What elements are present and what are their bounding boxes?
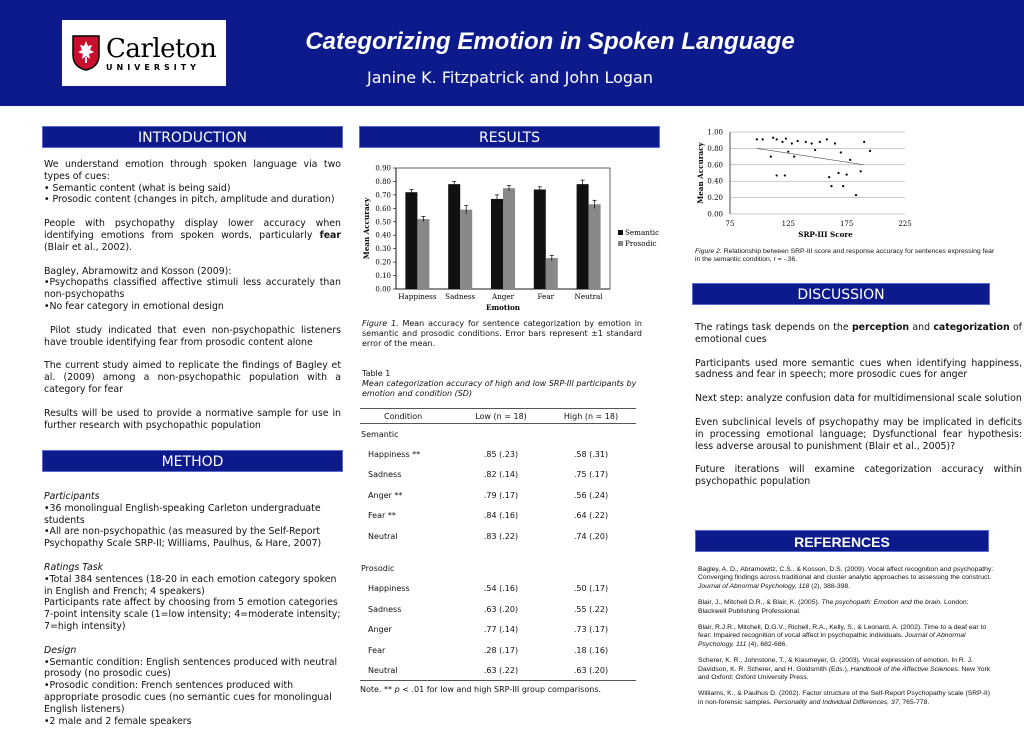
scatter-point <box>811 142 813 144</box>
y-axis-title: Mean Accuracy <box>362 197 371 260</box>
legend-label: Semantic <box>625 228 660 237</box>
introduction-heading: INTRODUCTION <box>42 126 343 148</box>
x-tick-label: 225 <box>898 220 912 228</box>
y-tick-label: 1.00 <box>707 128 723 137</box>
discussion-paragraph: Next step: analyze confusion data for multidimensional scale solution <box>695 393 1022 405</box>
x-tick-label: Anger <box>491 292 515 301</box>
scatter-point <box>826 138 828 140</box>
design-label: Design <box>44 644 77 656</box>
participants-label: Participants <box>44 491 100 502</box>
reference-item: Blair, J., Mitchell D.R., & Blair, K. (2005). The psychopath: Emotion and the brain. London: Blackwell Publishing Professional. <box>698 599 969 615</box>
reference-item: Scherer, K. R., Johnstone, T., & Klasmeyer, G. (2003). Vocal expression of emotion. In R. J. Davidson, K. R. Scherer, and H. Goldsmith (Eds.), Handbook of the Affective Sciences. New York and Oxford: Oxford University Press. <box>698 657 991 682</box>
scatter-point <box>805 141 807 143</box>
reference-item: Blair, R.J.R., Mitchell, D.G.V., Richell, R.A., Kelly, S., & Leonard, A. (2002). Time to a deaf ear to fear: Impaired recognition of vocal affect in psychopathic individuals. Journal of Abnormal Psychology, 111 (4), 682-686. <box>698 624 987 648</box>
intro-bullet: •No fear category in emotional design <box>44 300 224 312</box>
table1-title: Table 1 Mean categorization accuracy of high and low SRP-III participants by emotion and condition (SD) <box>362 369 637 398</box>
intro-bullet: •Psychopaths classified affective stimuli less accurately than non-psychopaths <box>44 277 341 301</box>
scatter-point <box>863 141 865 143</box>
introduction-body <box>44 159 341 431</box>
results-table <box>360 408 636 694</box>
reference-item: Williams, K., & Paulhus D. (2002). Factor structure of the Self-Report Psychopathy scale (SRP-II) in non-forensic samples. Personality and Individual Differences, 37, 765-778. <box>698 690 990 706</box>
legend-swatch <box>618 241 623 246</box>
y-tick-label: 0.30 <box>375 245 391 254</box>
scatter-point <box>776 174 778 176</box>
bar-semantic <box>405 192 417 289</box>
poster-title: Categorizing Emotion in Spoken Language <box>305 28 795 55</box>
discussion-paragraph: Participants used more semantic cues when identifying happiness, sadness and fear in speech; more prosodic cues for anger <box>695 357 1022 381</box>
y-tick-label: 0.70 <box>375 191 391 200</box>
method-bullet: •Semantic condition: English sentences produced with neutral prosody (no prosodic cues) <box>44 656 338 680</box>
intro-line: Bagley, Abramowitz and Kosson (2009): <box>44 265 232 277</box>
table-row: Happiness .54 (.16) .50 (.17) <box>368 584 609 594</box>
results-heading: RESULTS <box>359 126 660 148</box>
ratings-label: Ratings Task <box>44 561 104 573</box>
scatter-point <box>781 141 783 143</box>
table-row: Sadness .63 (.20) .55 (.22) <box>368 604 609 614</box>
scatter-point <box>840 151 842 153</box>
y-tick-label: 0.20 <box>375 258 391 267</box>
references-heading: REFERENCES <box>695 530 989 552</box>
scatter-point <box>819 141 821 143</box>
method-bullet: •Prosodic condition: French sentences produced with appropriate prosodic cues (no semantic cues for monolingual English listeners) <box>44 680 332 715</box>
method-bullet: •36 monolingual English-speaking Carleton undergraduate students <box>44 502 321 526</box>
logo-wordmark: Carleton <box>106 33 217 64</box>
scatter-point <box>842 185 844 187</box>
scatter-point <box>834 142 836 144</box>
poster-authors: Janine K. Fitzpatrick and John Logan <box>367 68 653 87</box>
y-tick-label: 0.50 <box>375 218 391 227</box>
method-body <box>44 491 341 727</box>
intro-bullet: • Semantic content (what is being said) <box>44 182 231 194</box>
x-tick-label: 175 <box>839 220 854 228</box>
srp-scatter-chart <box>694 124 914 242</box>
method-bullet: •All are non-psychopathic (as measured by the Self-Report Psychopathy Scale SRP-II; Williams, Paulhus, & Hare, 2007) <box>44 526 322 550</box>
discussion-paragraph: Even subclinical levels of psychopathy may be implicated in deficits in processing emotional language; Dysfunctional fear hypothesis: less adverse arousal to punishment (Blair et al., 2005)? <box>695 416 1022 452</box>
scatter-point <box>869 150 871 152</box>
scatter-point <box>830 185 832 187</box>
y-axis-title: Mean Accuracy <box>696 142 705 204</box>
accuracy-bar-chart <box>360 158 660 316</box>
scatter-point <box>814 149 816 151</box>
method-line: 7-point intensity scale (1=low intensity; 4=moderate intensity; 7=high intensity) <box>44 609 341 632</box>
figure2-caption: Figure 2. Relationship between SRP-III score and response accuracy for sentences expressing fear in the semantic condition, r = -.36. <box>695 248 995 264</box>
y-tick-label: 0.00 <box>375 285 391 294</box>
logo-subtitle: UNIVERSITY <box>106 62 200 72</box>
bar-prosodic <box>417 219 429 289</box>
scatter-point <box>828 176 830 178</box>
method-heading: METHOD <box>42 450 343 472</box>
y-tick-label: 0.40 <box>707 177 723 186</box>
legend-label: Prosodic <box>625 239 657 248</box>
scatter-point <box>762 138 764 140</box>
y-tick-label: 0.00 <box>707 210 723 219</box>
scatter-point <box>772 137 774 139</box>
y-tick-label: 0.20 <box>707 194 723 203</box>
bar-semantic <box>577 184 589 289</box>
table-group-label: Prosodic <box>361 564 395 573</box>
references-list <box>698 566 994 707</box>
y-tick-label: 0.80 <box>707 144 723 153</box>
table-row: Anger .77 (.14) .73 (.17) <box>368 625 609 635</box>
y-tick-label: 0.90 <box>375 164 391 173</box>
bar-prosodic <box>503 188 515 289</box>
table-row: Sadness .82 (.14) .75 (.17) <box>368 470 609 480</box>
trend-line <box>757 148 864 164</box>
x-tick-label: Fear <box>537 292 555 301</box>
table-row: Anger ** .79 (.17) .56 (.24) <box>368 490 609 500</box>
table-header-cell: Low (n = 18) <box>475 411 527 421</box>
legend-swatch <box>618 230 623 235</box>
university-logo <box>62 20 226 86</box>
x-tick-label: Sadness <box>445 292 476 301</box>
scatter-point <box>787 151 789 153</box>
scatter-point <box>860 170 862 172</box>
intro-bullet: • Prosodic content (changes in pitch, amplitude and duration) <box>44 194 335 206</box>
scatter-point <box>770 156 772 158</box>
scatter-point <box>756 138 758 140</box>
discussion-paragraph: Future iterations will examine categorization accuracy within psychopathic population <box>695 464 1022 488</box>
discussion-body <box>695 322 1022 488</box>
x-axis-title: Emotion <box>486 303 520 312</box>
bar-semantic <box>534 190 546 289</box>
x-tick-label: Happiness <box>398 292 437 301</box>
y-tick-label: 0.10 <box>375 272 391 281</box>
table-header-row <box>360 408 636 424</box>
table-note: Note. ** p < .01 for low and high SRP-III group comparisons. <box>360 685 602 694</box>
poster-header <box>0 0 1024 106</box>
scatter-point <box>837 172 839 174</box>
intro-paragraph: The current study aimed to replicate the findings of Bagley et al. (2009) among a non-psychopathic population with a category for fear <box>44 360 341 395</box>
intro-paragraph: Results will be used to provide a normative sample for use in further research with psychopathic population <box>44 407 341 431</box>
scatter-point <box>797 140 799 142</box>
table-row: Neutral .63 (.22) .63 (.20) <box>360 661 636 682</box>
table-group-label: Semantic <box>361 429 399 439</box>
method-bullet: •Total 384 sentences (18-20 in each emotion category spoken in English and French; 4 speakers) <box>44 573 337 597</box>
y-tick-label: 0.60 <box>707 161 723 170</box>
table-row: Neutral .83 (.22) .74 (.20) <box>368 531 609 541</box>
y-tick-label: 0.60 <box>375 204 391 213</box>
method-line: Participants rate affect by choosing from 5 emotion categories <box>44 597 338 609</box>
scatter-point <box>849 159 851 161</box>
scatter-point <box>784 174 786 176</box>
table-row: Fear ** .84 (.16) .64 (.22) <box>368 511 609 521</box>
scatter-point <box>846 174 848 176</box>
bar-semantic <box>448 184 460 289</box>
bar-prosodic <box>546 258 558 289</box>
table-row: Happiness ** .85 (.23) .58 (.31) <box>368 449 609 459</box>
reference-item: Bagley, A. D., Abramowitz, C.S., & Kosson, D.S. (2009). Vocal affect recognition and psychopathy: Converging findings across traditional and cluster analytic approaches to assessing the construct. Journal of Abnormal Psychology, 118 (2), 388-398. <box>698 566 994 590</box>
maple-leaf-shield-icon <box>72 35 100 71</box>
x-axis-title: SRP-III Score <box>798 230 853 239</box>
intro-line: We understand emotion through spoken language via two types of cues: <box>44 159 341 182</box>
table-header-cell: High (n = 18) <box>563 411 619 421</box>
scatter-point <box>791 142 793 144</box>
intro-paragraph: Pilot study indicated that even non-psychopathic listeners have trouble identifying fear from prosodic content alone <box>44 324 341 348</box>
scatter-point <box>785 137 787 139</box>
intro-paragraph: People with psychopathy display lower accuracy when identifying emotions from spoken words, particularly fear (Blair et al., 2002). <box>44 218 341 253</box>
table-row: Fear .28 (.17) .18 (.16) <box>368 645 609 655</box>
x-tick-label: 125 <box>781 220 796 228</box>
method-bullet: •2 male and 2 female speakers <box>44 715 192 727</box>
discussion-paragraph: The ratings task depends on the perception and categorization of emotional cues <box>695 322 1022 345</box>
y-tick-label: 0.40 <box>375 231 391 240</box>
discussion-heading: DISCUSSION <box>692 283 990 305</box>
figure1-caption: Figure 1. Mean accuracy for sentence categorization by emotion in semantic and prosodic conditions. Error bars represent ±1 standard error of the mean. <box>362 319 643 348</box>
table-header-cell: Condition <box>384 411 423 421</box>
scatter-point <box>776 138 778 140</box>
scatter-point <box>855 194 857 196</box>
bar-semantic <box>491 199 503 289</box>
bar-prosodic <box>589 204 601 289</box>
x-tick-label: 75 <box>725 220 735 228</box>
x-tick-label: Neutral <box>574 292 603 301</box>
scatter-point <box>793 156 795 158</box>
y-tick-label: 0.80 <box>375 177 391 186</box>
bar-prosodic <box>460 210 472 289</box>
